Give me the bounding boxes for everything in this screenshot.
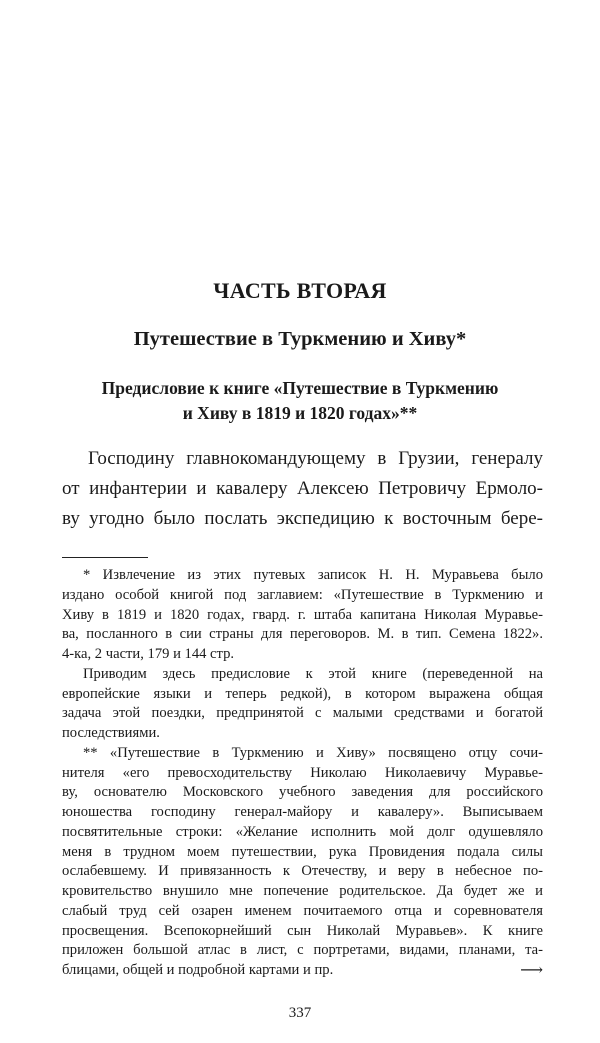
footnote-line: ву, основателю Московского учебного заведения для российского xyxy=(62,784,543,801)
footnote-line: приложен большой атлас в лист, с портретами, видами, планами, та- xyxy=(62,942,543,959)
footnote-line: кровительство внушило мне попечение родительское. Да будет же и xyxy=(62,883,543,899)
footnote-line: посвятительные строки: «Желание исполнить мой долг одушевляло xyxy=(62,823,543,840)
footnote-line: Хиву в 1819 и 1820 годах, гвард. г. штаба капитана Николая Муравье- xyxy=(62,606,543,623)
footnote-line: блицами, общей и подробной картами и пр. xyxy=(62,962,334,978)
section-title: Путешествие в Туркмению и Хиву* xyxy=(133,328,467,350)
footnotes xyxy=(62,566,543,981)
footnote-line: * Извлечение из этих путевых записок Н. Н. Муравьева было xyxy=(83,567,543,583)
part-heading: ЧАСТЬ ВТОРАЯ xyxy=(213,278,387,303)
footnote-line: нителя «его превосходительству Николаю Николаевичу Муравье- xyxy=(62,764,543,781)
body-text xyxy=(62,444,543,534)
footnote-line: слабый труд сей озарен именем почитаемого отца и соревнователя xyxy=(62,902,543,919)
page-number: 337 xyxy=(288,1005,312,1021)
preface-title-line: Предисловие к книге «Путешествие в Туркмению xyxy=(101,378,499,398)
body-line: Господину главнокомандующему в Грузии, генералу xyxy=(88,448,543,469)
footnote-line: последствиями. xyxy=(62,725,160,741)
footnote-line: 4-ка, 2 части, 179 и 144 стр. xyxy=(62,646,235,662)
footnote-line: задача этой поездки, предпринятой с малыми средствами и богатой xyxy=(62,705,543,722)
continuation-arrow-icon: ⟶ xyxy=(520,961,543,979)
preface-title-line: и Хиву в 1819 и 1820 годах»** xyxy=(182,403,418,423)
footnote-line: ** «Путешествие в Туркмению и Хиву» посвящено отцу сочи- xyxy=(83,744,543,761)
body-line: от инфантерии и кавалеру Алексею Петровичу Ермоло- xyxy=(62,478,543,499)
footnote-line: европейские языки и теперь редкой), в котором выражена общая xyxy=(62,685,543,702)
footnote-divider xyxy=(62,557,148,558)
footnote-line: издано особой книгой под заглавием: «Путешествие в Туркмению и xyxy=(62,586,543,603)
footnote-line: юношества господину генерал-майору и кавалеру». Выписываем xyxy=(62,804,543,820)
footnote-line: просвещения. Всепокорнейший сын Николай Муравьев». К книге xyxy=(62,922,543,939)
footnote-line: ослабевшему. И привязанность к Отечеству, и веру в небесное по- xyxy=(62,863,543,880)
body-line: ву угодно было послать экспедицию к восточным бере- xyxy=(62,508,543,529)
footnote-line: ва, посланного в сии страны для переговоров. М. в тип. Семена 1822». xyxy=(62,626,543,643)
footnote-line: Приводим здесь предисловие к этой книге (переведенной на xyxy=(83,665,543,682)
footnote-line: меня в трудном моем путешествии, рука Провидения подала силы xyxy=(62,843,543,860)
